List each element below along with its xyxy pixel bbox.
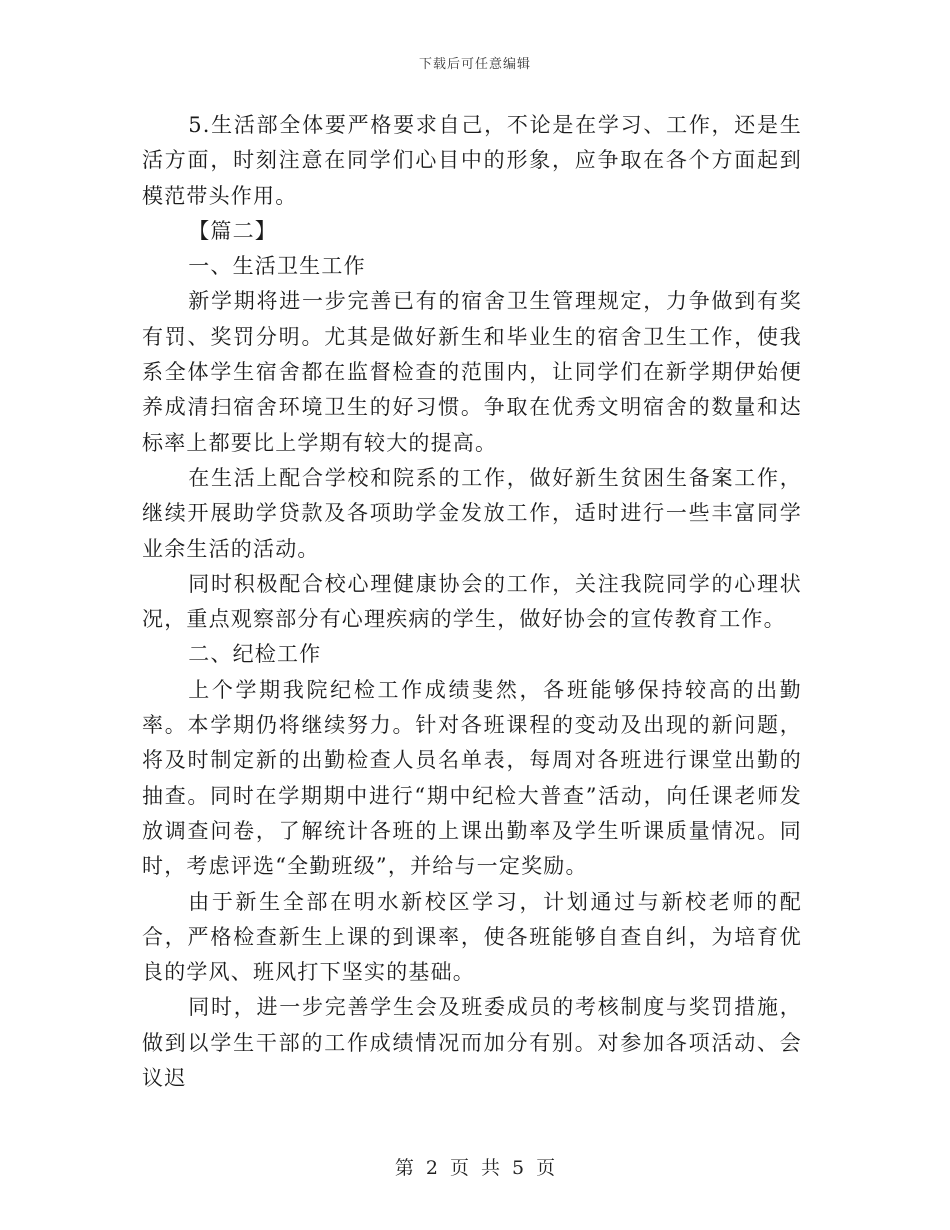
paragraph-2: 新学期将进一步完善已有的宿舍卫生管理规定，力争做到有奖有罚、奖罚分明。尤其是做好新生和毕业生的宿舍卫生工作，使我系全体学生宿舍都在监督检查的范围内，让同学们在新学期伊始便养成清扫宿舍环境卫生的好习惯。争取在优秀文明宿舍的数量和达标率上都要比上学期有较大的提高。	[142, 289, 802, 455]
paragraph-6: 由于新生全部在明水新校区学习，计划通过与新校老师的配合，严格检查新生上课的到课率，使各班能够自查自纠，为培育优良的学风、班风打下坚实的基础。	[142, 889, 802, 985]
paragraph-4: 同时积极配合校心理健康协会的工作，关注我院同学的心理状况，重点观察部分有心理疾病的学生，做好协会的宣传教育工作。	[142, 571, 802, 632]
heading-1: 一、生活卫生工作	[188, 254, 366, 279]
page-number-footer: 第 2 页 共 5 页	[394, 1157, 556, 1179]
document-body	[142, 108, 802, 1096]
page-header: 下载后可任意编辑	[418, 57, 531, 72]
heading-2: 二、纪检工作	[188, 642, 322, 667]
paragraph-5: 上个学期我院纪检工作成绩斐然，各班能够保持较高的出勤率。本学期仍将继续努力。针对各班课程的变动及出现的新问题，将及时制定新的出勤检查人员名单表，每周对各班进行课堂出勤的抽查。同时在学期期中进行“期中纪检大普查”活动，向任课老师发放调查问卷，了解统计各班的上课出勤率及学生听课质量情况。同时，考虑评选“全勤班级”，并给与一定奖励。	[142, 677, 802, 879]
paragraph-1: 5.生活部全体要严格要求自己，不论是在学习、工作，还是生活方面，时刻注意在同学们心目中的形象，应争取在各个方面起到模范带头作用。	[142, 113, 802, 208]
paragraph-7: 同时，进一步完善学生会及班委成员的考核制度与奖罚措施，做到以学生干部的工作成绩情况而加分有别。对参加各项活动、会议迟	[142, 995, 802, 1091]
paragraph-3: 在生活上配合学校和院系的工作，做好新生贫困生备案工作，继续开展助学贷款及各项助学金发放工作，适时进行一些丰富同学业余生活的活动。	[142, 465, 802, 561]
section-title: 【篇二】	[188, 218, 277, 243]
